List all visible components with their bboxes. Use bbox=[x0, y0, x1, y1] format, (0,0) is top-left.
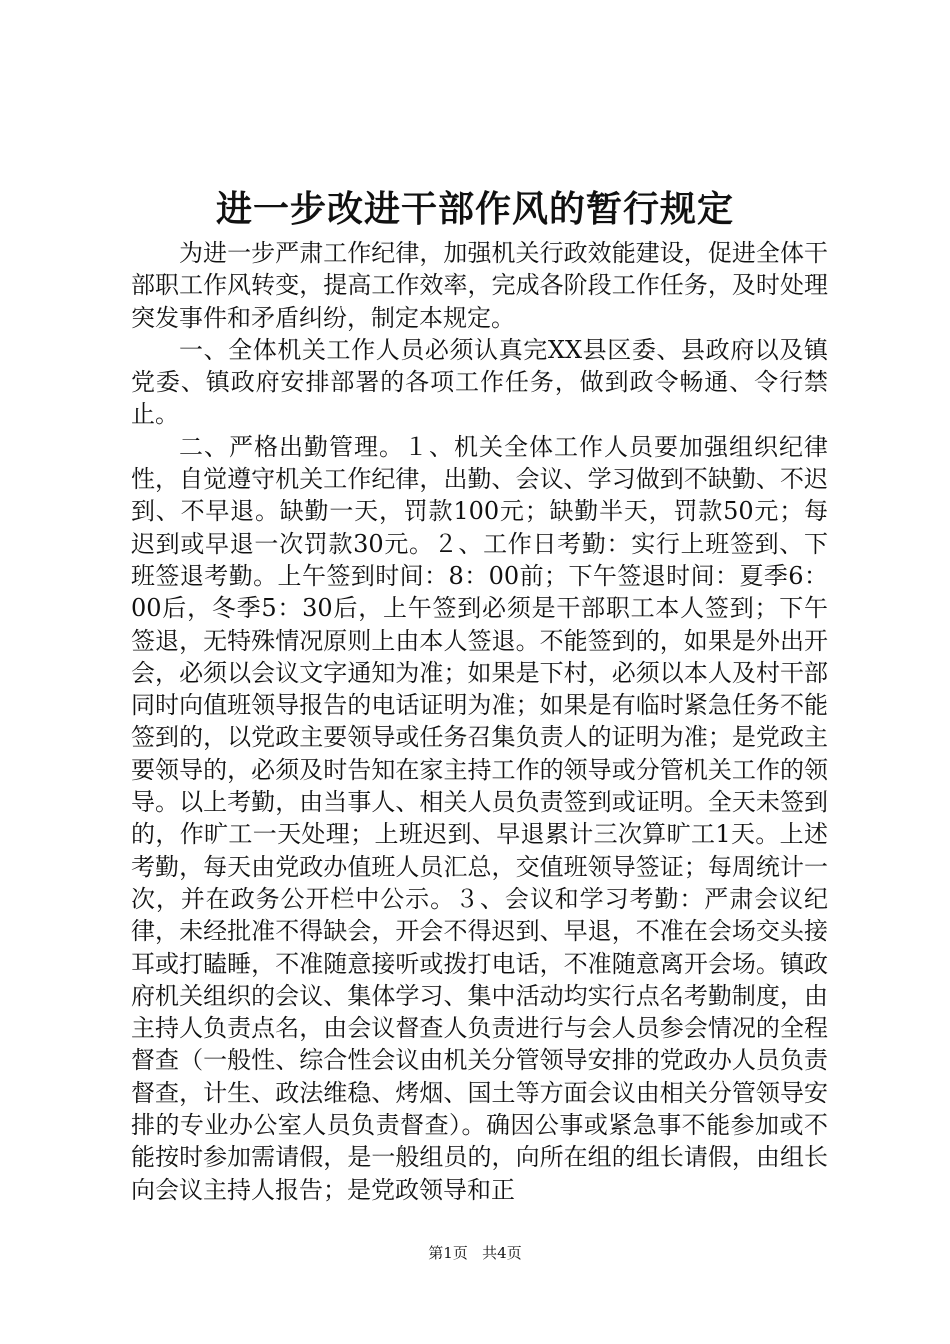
document-title: 进一步改进干部作风的暂行规定 bbox=[215, 189, 734, 230]
page-footer bbox=[0, 1243, 950, 1263]
page-number: 第1页 bbox=[428, 1244, 468, 1262]
footer-spacer bbox=[473, 1244, 478, 1262]
document-body bbox=[131, 237, 828, 1206]
paragraph-section-two: 二、严格出勤管理。１、机关全体工作人员要加强组织纪律性，自觉遵守机关工作纪律，出勤、会议、学习做到不缺勤、不迟到、不早退。缺勤一天，罚款100元；缺勤半天，罚款50元；每迟到或早退一次罚款30元。２、工作日考勤：实行上班签到、下班签退考勤。上午签到时间：8：00前；下午签退时间：夏季6：00后，冬季5：30后，上午签到必须是干部职工本人签到；下午签退，无特殊情况原则上由本人签退。不能签到的，如果是外出开会，必须以会议文字通知为准；如果是下村，必须以本人及村干部同时向值班领导报告的电话证明为准；如果是有临时紧急任务不能签到的，以党政主要领导或任务召集负责人的证明为准；是党政主要领导的，必须及时告知在家主持工作的领导或分管机关工作的领导。以上考勤，由当事人、相关人员负责签到或证明。全天未签到的，作旷工一天处理；上班迟到、早退累计三次算旷工1天。上述考勤，每天由党政办值班人员汇总，交值班领导签证；每周统计一次，并在政务公开栏中公示。３、会议和学习考勤：严肃会议纪律，未经批准不得缺会，开会不得迟到、早退，不准在会场交头接耳或打瞌睡，不准随意接听或拨打电话，不准随意离开会场。镇政府机关组织的会议、集体学习、集中活动均实行点名考勤制度，由主持人负责点名，由会议督查人负责进行与会人员参会情况的全程督查（一般性、综合性会议由机关分管领导安排的党政办人员负责督查，计生、政法维稳、烤烟、国土等方面会议由相关分管领导安排的专业办公室人员负责督查）。确因公事或紧急事不能参加或不能按时参加需请假，是一般组员的，向所在组的组长请假，由组长向会议主持人报告；是党政领导和正 bbox=[131, 432, 828, 1204]
paragraph-intro: 为进一步严肃工作纪律，加强机关行政效能建设，促进全体干部职工作风转变，提高工作效率，完成各阶段工作任务，及时处理突发事件和矛盾纠纷，制定本规定。 bbox=[131, 239, 828, 332]
paragraph-section-one: 一、全体机关工作人员必须认真完XX县区委、县政府以及镇党委、镇政府安排部署的各项工作任务，做到政令畅通、令行禁止。 bbox=[131, 335, 828, 429]
page-total: 共4页 bbox=[482, 1244, 522, 1262]
